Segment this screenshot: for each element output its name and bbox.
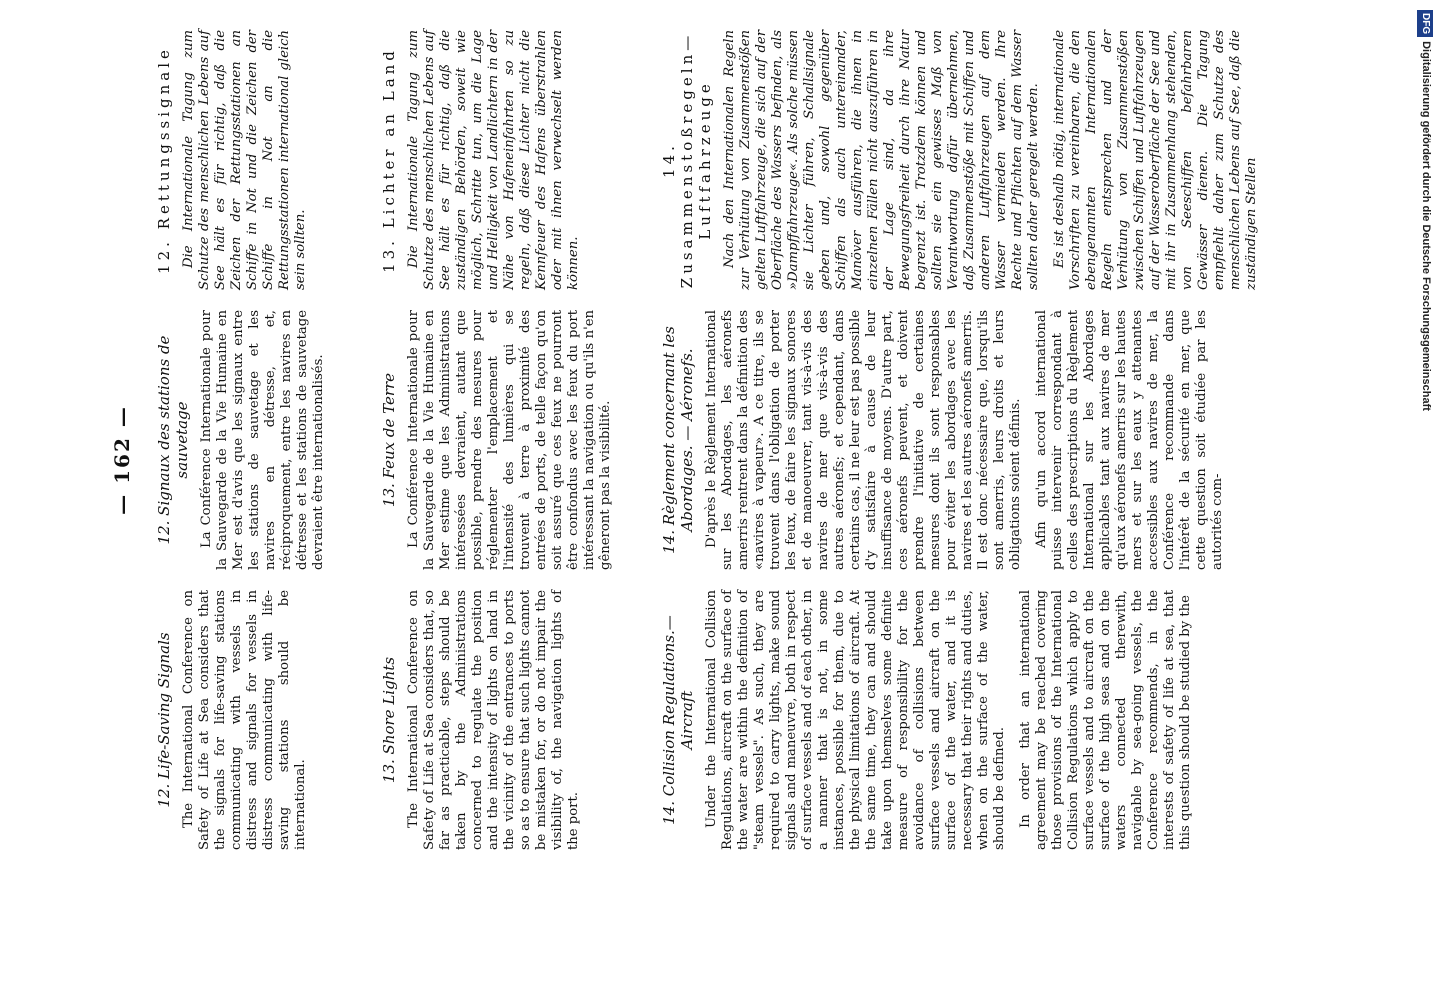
section-12-french (155, 310, 337, 570)
section-12-german (155, 30, 319, 290)
rotated-page (40, 30, 1434, 950)
paragraph: In order that an international agreement may be reached covering those provisions of the International Collision Regulations which apply to surface vessels and to aircraft on the surface of the high seas and on the waters connected therewith, navigable by sea-going vessels, the Conference recommends, in the interests of safety of life at sea, that this question should be studied by the (1018, 590, 1193, 850)
paragraph: Nach den Internationalen Regeln zur Verhütung von Zusammenstößen gelten Luftfahrzeuge, die sich auf der Oberfläche des Wassers befinden, als »Dampffahrzeuge«. Als solche müssen sie Lichter führen, Schallsignale geben und, sowohl gegenüber Schiffen als auch untereinander, Manöver ausführen, die ihnen in einzelnen Fällen nicht auszuführen in der Lage sind, da ihre Bewegungsfreiheit durch ihre Natur begrenzt ist. Trotzdem können und sollten sie ein gewisses Maß von Verantwortung dafür übernehmen, daß Zusammenstöße mit Schiffen und anderen Luftfahrzeugen auf dem Wasser vermieden werden. Ihre Rechte und Pflichten auf dem Wasser sollten daher geregelt werden. (722, 30, 1041, 290)
paragraph: The International Conference on Safety of Life at Sea considers that, so far as practicable, steps should be taken by the Administrations concerned to regulate the position and the intensity of lights on land in the vicinity of the entrances to ports so as to ensure that such lights cannot be mistaken for, or do not impair the visibility of, the navigation lights of the port. (406, 590, 581, 850)
dfg-logo: DFG (1417, 10, 1433, 37)
section-12-english (155, 590, 319, 850)
paragraph: Es ist deshalb nötig, internationale Vorschriften zu vereinbaren, die den ebengenannten Internationalen Regeln entsprechen und der Verhütung von Zusammenstößen zwischen Schiffen und Luftfahrzeugen auf der Wasseroberfläche der See und mit ihr in Zusammenhang stehenden, von Seeschiffen befahrbaren Gewässer dienen. Die Tagung empfiehlt daher zum Schutze des menschlichen Lebens auf See, daß die zuständigen Stellen (1052, 30, 1259, 290)
paragraph: La Conférence Internationale pour la Sauvegarde de la Vie Humaine en Mer est d'avis que les signaux entre les stations de sauvetage et les navires en détresse, et, réciproquement, entre les navires en détresse et les stations de sauvetage devraient être internationalisés. (199, 310, 326, 570)
section-heading: 14. Collision Regulations.— Aircraft (660, 615, 696, 825)
section-14-english (660, 590, 1204, 850)
paragraph: Die Internationale Tagung zum Schutze des menschlichen Lebens auf See hält es für richtig, daß die zuständigen Behörden, soweit wie möglich, Schritte tun, um die Lage und Helligkeit von Landlichtern in der Nähe von Hafeneinfahrten so zu regeln, daß diese Lichter nicht die Kennfeuer des Hafens überstrahlen oder mit ihnen verwechselt werden können. (406, 30, 581, 290)
section-heading: 13. Lichter an Land (380, 47, 398, 273)
stamp-caption: Digitalisierung gefördert durch die Deutsche Forschungsgemeinschaft (1420, 41, 1432, 411)
section-heading: 14. Règlement concernant les Abordages. — Aéronefs. (660, 326, 696, 554)
section-13-french (380, 310, 624, 570)
section-heading: 13. Shore Lights (380, 656, 398, 784)
section-heading: 14. Zusammenstoßregeln— Luftfahrzeuge (660, 31, 714, 289)
paragraph: D'après le Règlement International sur les Abordages, les aéronefs amerris rentrent dans la définition des «navires à vapeur». A ce titre, ils se trouvent dans l'obligation de porter les feux, de faire les signaux sonores et de manoeuvrer, tant vis-à-vis des navires de mer que vis-à-vis des autres aéronefs; et cependant, dans certains cas, il ne leur est pas possible d'y satisfaire à cause de leur insuffisance de moyens. D'autre part, ces aéronefs peuvent, et doivent prendre l'initiative de certaines mesures dont ils sont responsables pour éviter les abordages avec les navires et les autres aéronefs amerris. Il est donc nécessaire que, lorsqu'ils sont amerris, leurs droits et leurs obligations soient définis. (704, 310, 1023, 570)
document-page (40, 30, 1434, 950)
page-number: — 162 — (110, 405, 134, 515)
section-14-french (660, 310, 1236, 570)
paragraph: Under the International Collision Regulations, aircraft on the surface of the water are within the definition of "steam vessels". As such, they are required to carry lights, make sound signals and maneuvre, both in respect of surface vessels and of each other, in a manner that is not, in some instances, possible for them, due to the physical limitations of aircraft. At the same time, they can and should take upon themselves some definite measure of responsibility for the avoidance of collisions between surface vessels and aircraft on the surface of the water, and it is necessary that their rights and duties, when on the surface of the water, should be defined. (704, 590, 1007, 850)
digitization-stamp (1418, 10, 1434, 990)
section-13-english (380, 590, 592, 850)
section-heading: 12. Rettungssignale (155, 46, 173, 274)
paragraph: The International Conference on Safety of Life at Sea considers that the signals for life-saving stations communicating with vessels in distress and signals for vessels in distress communicating with life-saving stations should be international. (181, 590, 308, 850)
section-heading: 12. Life-Saving Signals (155, 632, 173, 808)
paragraph: Afin qu'un accord international puisse intervenir correspondant à celles des prescriptions du Règlement International sur les Abordages applicables tant aux navires de mer qu'aux aéronefs amerris sur les hautes mers et sur les eaux y attenantes accessibles aux navires de mer, la Conférence recommande dans l'intérêt de la sécurité en mer, que cette question soit étudiée par les autorités com- (1034, 309, 1225, 570)
paragraph: Die Internationale Tagung zum Schutze des menschlichen Lebens auf See hält es für richtig, daß die Zeichen der Rettungsstationen an Schiffe in Not und die Zeichen der Schiffe in Not an die Rettungsstationen international gleich sein sollten. (181, 30, 308, 290)
section-14-german (660, 30, 1270, 290)
paragraph: La Conférence Internationale pour la Sauvegarde de la Vie Humaine en Mer estime que les Administrations intéressées devraient, autant que possible, prendre des mesures pour réglementer l'emplacement et l'intensité des lumières qui se trouvent à terre à proximité des entrées de ports, de telle façon qu'on soit assuré que ces feux ne pourront être confondus avec les feux du port intéressant la navigation ou qu'ils n'en gêneront pas la visibilité. (406, 310, 613, 570)
stamp-text (1418, 10, 1434, 990)
section-13-german (380, 30, 592, 290)
section-heading: 12. Signaux des stations de sauvetage (155, 335, 191, 545)
section-heading: 13. Feux de Terre (380, 372, 398, 508)
